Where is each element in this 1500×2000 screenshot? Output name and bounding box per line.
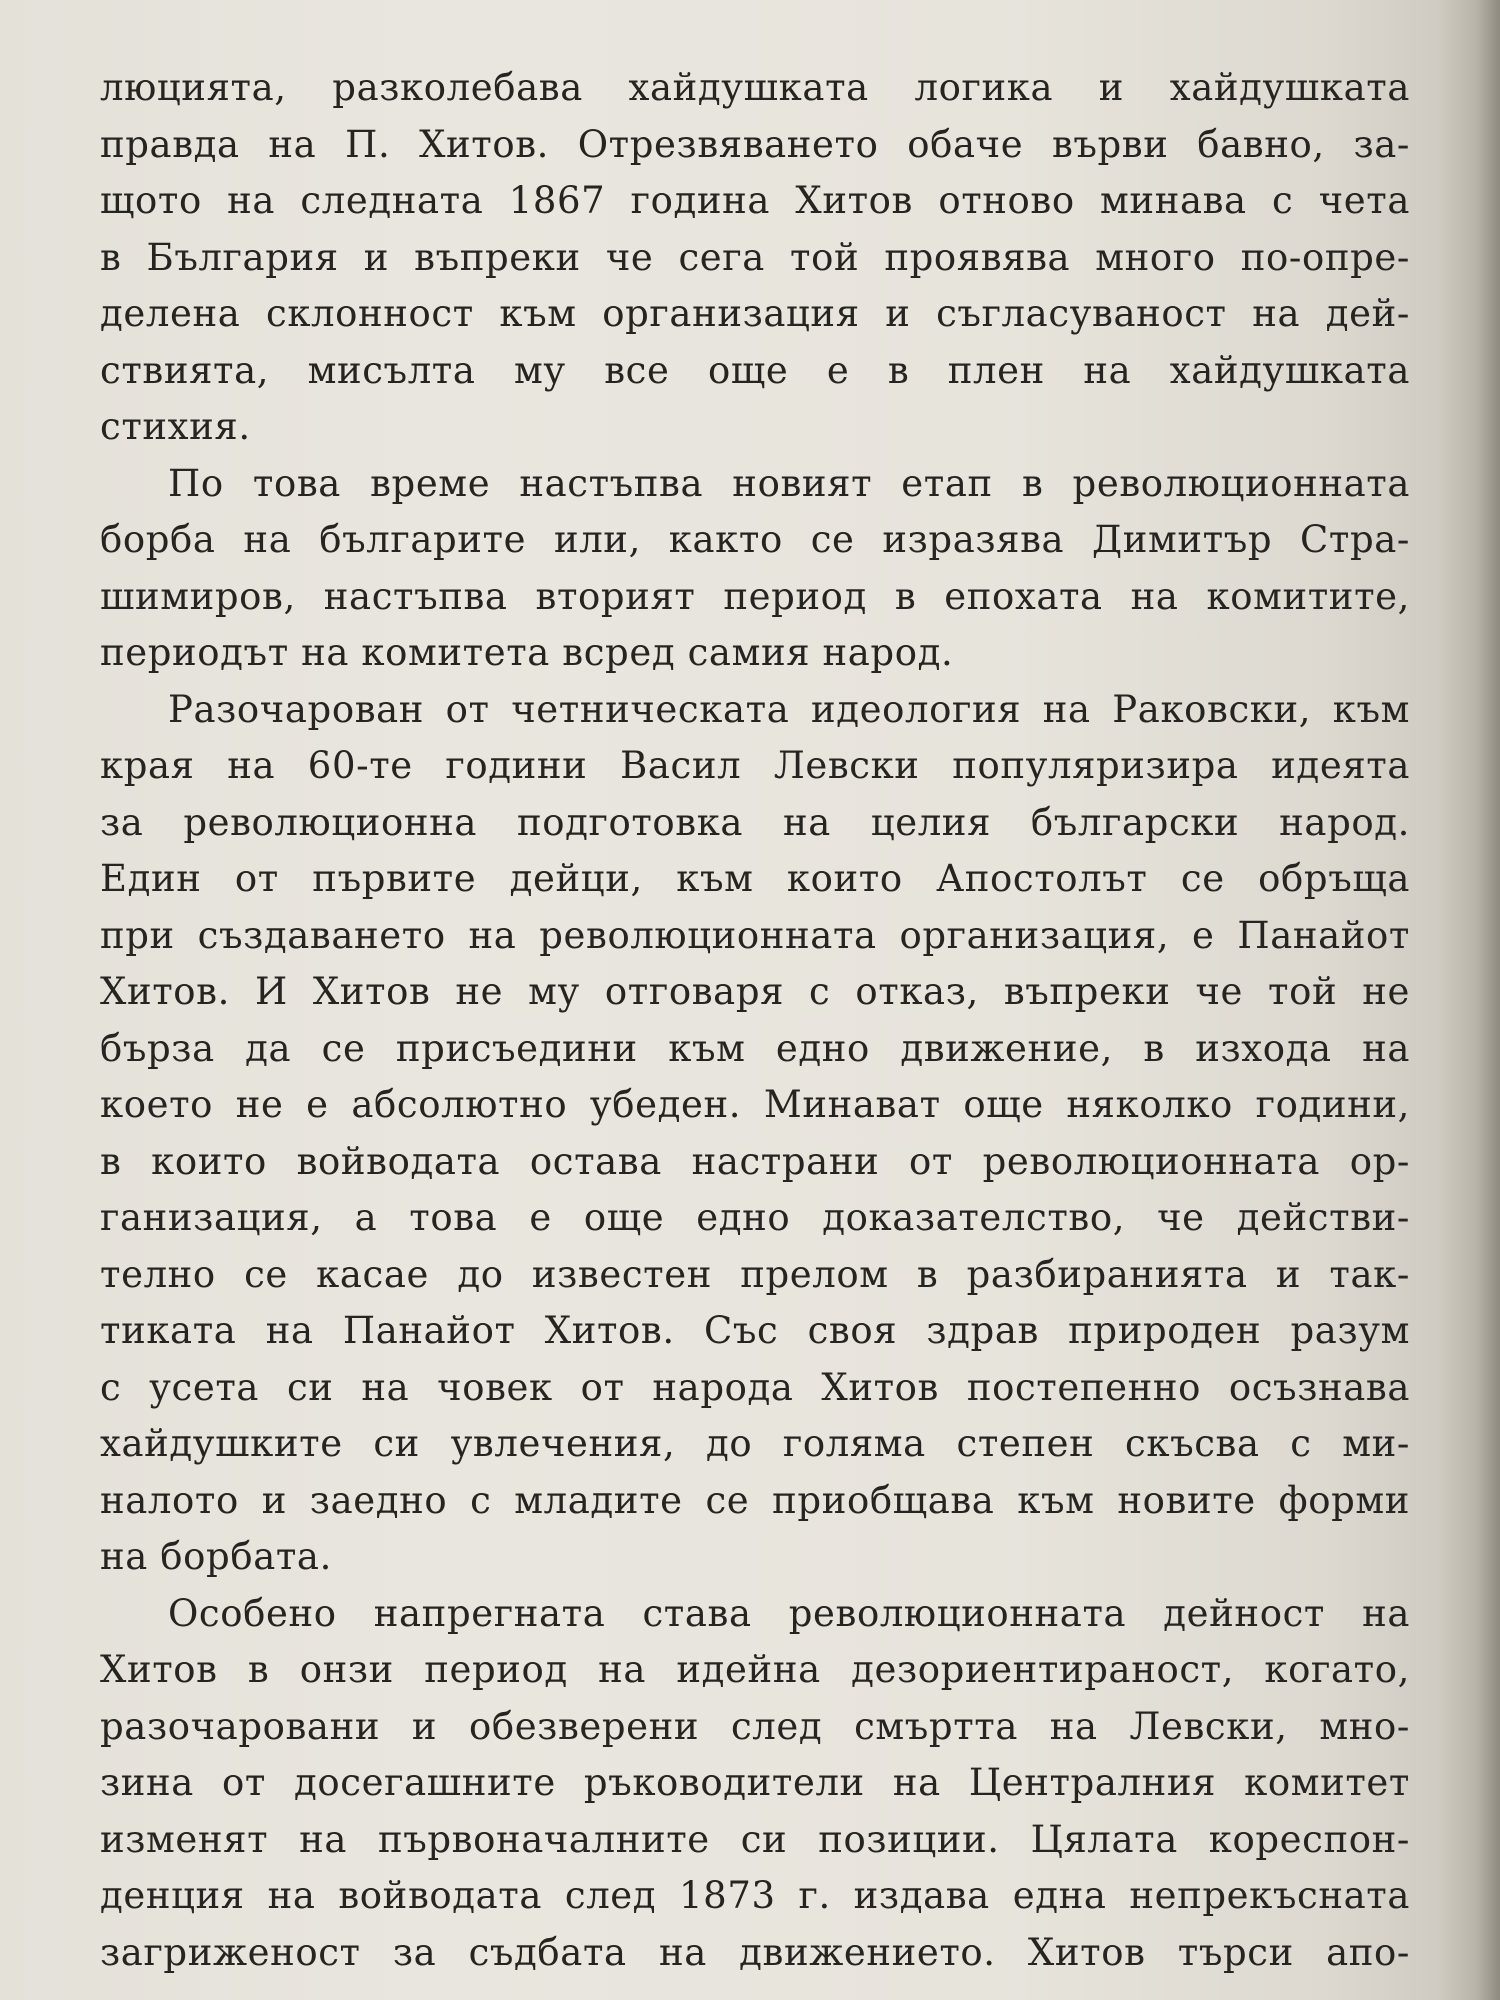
text-line: борба на българите или, както се изразява Димитър Стра-	[100, 518, 1410, 561]
text-line: ствията, мисълта му все още е в плен на хайдушката	[100, 348, 1410, 392]
text-line: за революционна подготовка на целия български народ.	[100, 800, 1410, 844]
text-line: зина от досегашните ръководители на Централния комитет	[100, 1761, 1410, 1804]
text-line: загриженост за съдбата на движението. Хитов търси апо-	[100, 1930, 1410, 1974]
text-line: тиката на Панайот Хитов. Със своя здрав природен разум	[100, 1309, 1410, 1352]
text-line: Един от първите дейци, към които Апостолът се обръща	[100, 857, 1410, 900]
page-text	[100, 60, 1410, 1981]
text-line: шимиров, настъпва вторият период в епохата на комитите,	[100, 574, 1410, 618]
text-line: Хитов. И Хитов не му отговаря с отказ, въпреки че той не	[100, 970, 1410, 1013]
paragraph-3	[100, 682, 1410, 1586]
text-line: което не е абсолютно убеден. Минават още няколко години,	[100, 1083, 1410, 1126]
text-line: телно се касае до известен прелом в разбиранията и так-	[100, 1252, 1410, 1296]
text-line: бърза да се присъедини към едно движение, в изхода на	[100, 1026, 1410, 1070]
text-line: Особено напрегната става революционната дейност на	[168, 1591, 1410, 1635]
text-line: денция на войводата след 1873 г. издава една непрекъсната	[100, 1874, 1410, 1917]
text-line: люцията, разколебава хайдушката логика и хайдушката	[100, 66, 1410, 109]
text-line: в които войводата остава настрани от революционната ор-	[100, 1139, 1410, 1183]
text-line: с усета си на човек от народа Хитов постепенно осъзнава	[100, 1365, 1410, 1409]
text-line: края на 60-те години Васил Левски популяризира идеята	[100, 744, 1410, 787]
text-line: По това време настъпва новият етап в революционната	[168, 461, 1410, 505]
text-line: стихия.	[100, 405, 251, 448]
paragraph-2	[100, 456, 1410, 682]
text-line: правда на П. Хитов. Отрезвяването обаче върви бавно, за-	[100, 122, 1410, 166]
paragraph-4	[100, 1586, 1410, 1982]
text-line: периодът на комитета всред самия народ.	[100, 631, 954, 674]
text-line: делена склонност към организация и съгласуваност на дей-	[100, 292, 1410, 335]
text-line: ганизация, а това е още едно доказателство, че действи-	[100, 1196, 1410, 1239]
paragraph-1	[100, 60, 1410, 456]
text-line: налото и заедно с младите се приобщава към новите форми	[100, 1478, 1410, 1522]
text-line: на борбата.	[100, 1535, 332, 1578]
text-line: в България и въпреки че сега той проявява много по-опре-	[100, 235, 1410, 279]
text-line: изменят на първоначалните си позиции. Цялата кореспон-	[100, 1817, 1410, 1861]
page-edge-shadow	[1440, 0, 1500, 2000]
text-line: разочаровани и обезверени след смъртта на Левски, мно-	[100, 1704, 1410, 1748]
text-line: щото на следната 1867 година Хитов отново минава с чета	[100, 179, 1410, 222]
text-line: Разочарован от четническата идеология на Раковски, към	[168, 687, 1410, 731]
text-line: при създаването на революционната организация, е Панайот	[100, 913, 1410, 957]
text-line: хайдушките си увлечения, до голяма степен скъсва с ми-	[100, 1422, 1410, 1465]
text-line: Хитов в онзи период на идейна дезориентираност, когато,	[100, 1648, 1410, 1691]
